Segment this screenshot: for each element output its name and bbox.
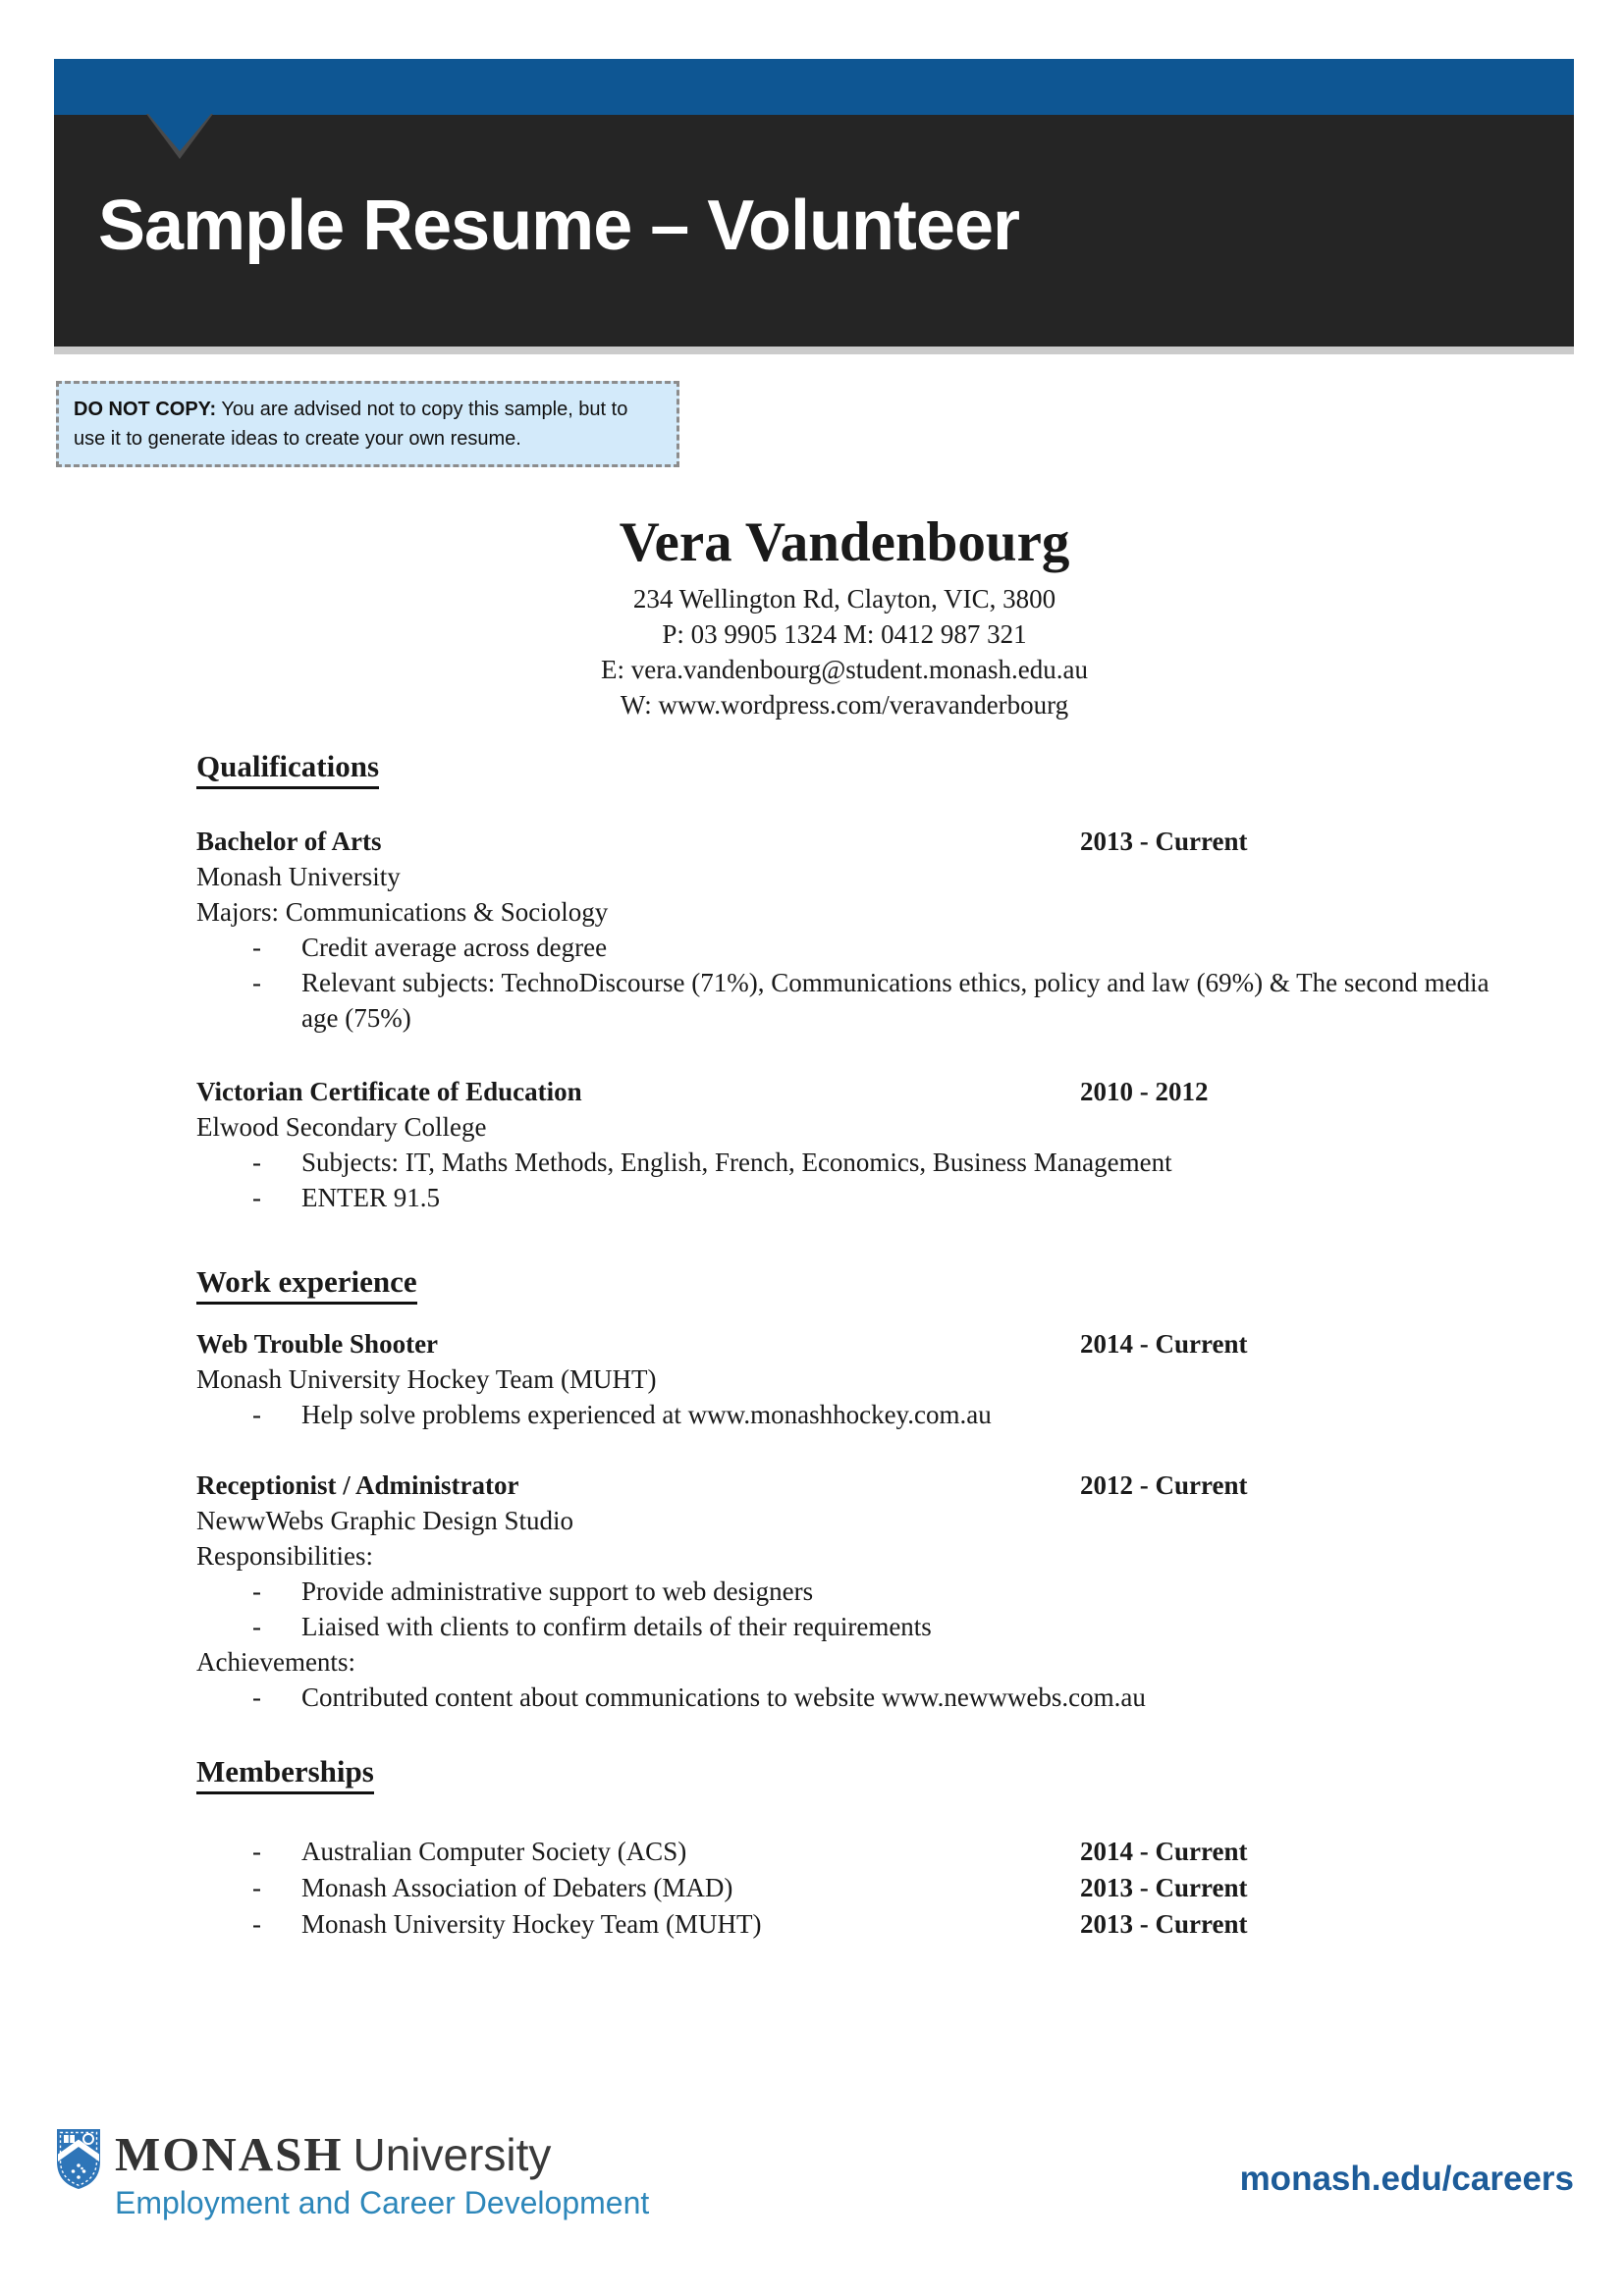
bullet-item <box>196 1145 1492 1180</box>
bullet-dash: - <box>252 1612 261 1641</box>
bullet-item <box>196 965 1492 1036</box>
header-shadow-divider <box>54 347 1574 354</box>
entry-title: Bachelor of Arts <box>196 827 382 856</box>
entry-title: Web Trouble Shooter <box>196 1329 439 1359</box>
warning-label: DO NOT COPY: <box>74 399 217 420</box>
bullet-dash: - <box>252 1909 261 1939</box>
bullet-dash: - <box>252 933 261 962</box>
membership-item <box>196 1834 1492 1870</box>
bullet-dash: - <box>252 1873 261 1902</box>
qualification-entry <box>196 1074 1492 1215</box>
bullet-dash: - <box>252 1682 261 1712</box>
entry-org: Monash University Hockey Team (MUHT) <box>196 1364 657 1394</box>
bullet-text: Liaised with clients to confirm details of their requirements <box>301 1612 932 1641</box>
contact-header <box>196 510 1492 722</box>
entry-title-row <box>196 824 1492 859</box>
header-notch-icon <box>140 114 219 161</box>
bullet-dash: - <box>252 968 261 997</box>
membership-label: Monash Association of Debaters (MAD) <box>301 1873 733 1902</box>
bullet-dash: - <box>252 1576 261 1606</box>
qualifications-heading: Qualifications <box>196 748 1492 789</box>
monash-shield-icon <box>56 2128 101 2191</box>
header-banner <box>54 59 1574 354</box>
bullet-dash: - <box>252 1837 261 1866</box>
bullet-item <box>196 1180 1492 1215</box>
entry-date: 2010 - 2012 <box>1080 1077 1209 1106</box>
logo-tagline: Employment and Career Development <box>115 2185 650 2220</box>
person-name: Vera Vandenbourg <box>619 511 1070 573</box>
resume-body <box>196 748 1492 1943</box>
entry-org: Monash University <box>196 862 401 891</box>
bullet-text: Contributed content about communications to website www.newwwebs.com.au <box>301 1682 1146 1712</box>
bullet-text: Help solve problems experienced at www.monashhockey.com.au <box>301 1400 992 1429</box>
header-blue-bar <box>54 59 1574 115</box>
bullet-item <box>196 1574 1492 1609</box>
bullet-item <box>196 1609 1492 1644</box>
website-line: W: www.wordpress.com/veravanderbourg <box>620 690 1069 720</box>
membership-date: 2013 - Current <box>1080 1873 1248 1902</box>
entry-title: Receptionist / Administrator <box>196 1470 519 1500</box>
qualification-entry <box>196 824 1492 1036</box>
work-entry <box>196 1326 1492 1432</box>
address-line: 234 Wellington Rd, Clayton, VIC, 3800 <box>632 584 1056 614</box>
entry-date: 2014 - Current <box>1080 1329 1248 1359</box>
entry-date: 2013 - Current <box>1080 827 1248 856</box>
entry-detail: Majors: Communications & Sociology <box>196 897 609 927</box>
careers-url[interactable]: monash.edu/careers <box>1239 2160 1574 2198</box>
work-experience-heading: Work experience <box>196 1263 1492 1305</box>
entry-org: NewwWebs Graphic Design Studio <box>196 1506 574 1535</box>
entry-title-row <box>196 1326 1492 1362</box>
membership-label: Monash University Hockey Team (MUHT) <box>301 1909 762 1939</box>
entry-group-label: Responsibilities: <box>196 1541 374 1571</box>
email-line: E: vera.vandenbourg@student.monash.edu.au <box>601 655 1088 684</box>
bullet-item <box>196 1680 1492 1715</box>
page-title: Sample Resume – Volunteer <box>98 187 1019 265</box>
monash-wordmark <box>115 2127 649 2181</box>
membership-date: 2013 - Current <box>1080 1909 1248 1939</box>
bullet-text: Subjects: IT, Maths Methods, English, French, Economics, Business Management <box>301 1148 1172 1177</box>
logo-monash-text: MONASH <box>115 2127 344 2181</box>
do-not-copy-box <box>56 381 679 467</box>
bullet-dash: - <box>252 1148 261 1177</box>
entry-title-row <box>196 1468 1492 1503</box>
membership-date: 2014 - Current <box>1080 1837 1248 1866</box>
header-dark-band <box>54 115 1574 347</box>
logo-university-text: University <box>352 2129 552 2180</box>
bullet-text: ENTER 91.5 <box>301 1183 440 1212</box>
bullet-text: Relevant subjects: TechnoDiscourse (71%), Communications ethics, policy and law (69%) & The second media age (75%) <box>301 968 1489 1033</box>
entry-org: Elwood Secondary College <box>196 1112 487 1142</box>
entry-title-row <box>196 1074 1492 1109</box>
entry-group-label: Achievements: <box>196 1647 355 1677</box>
bullet-item <box>196 930 1492 965</box>
entry-title: Victorian Certificate of Education <box>196 1077 582 1106</box>
bullet-dash: - <box>252 1400 261 1429</box>
bullet-text: Provide administrative support to web designers <box>301 1576 814 1606</box>
memberships-heading: Memberships <box>196 1753 1492 1794</box>
monash-logo <box>56 2128 649 2221</box>
bullet-item <box>196 1397 1492 1432</box>
warning-text: You are advised not to copy this sample, but to use it to generate ideas to create your own resume. <box>74 399 628 450</box>
membership-item <box>196 1870 1492 1906</box>
entry-date: 2012 - Current <box>1080 1470 1248 1500</box>
work-entry <box>196 1468 1492 1715</box>
bullet-text: Credit average across degree <box>301 933 608 962</box>
membership-label: Australian Computer Society (ACS) <box>301 1837 687 1866</box>
membership-item <box>196 1906 1492 1943</box>
bullet-dash: - <box>252 1183 261 1212</box>
phone-line: P: 03 9905 1324 M: 0412 987 321 <box>662 619 1027 649</box>
